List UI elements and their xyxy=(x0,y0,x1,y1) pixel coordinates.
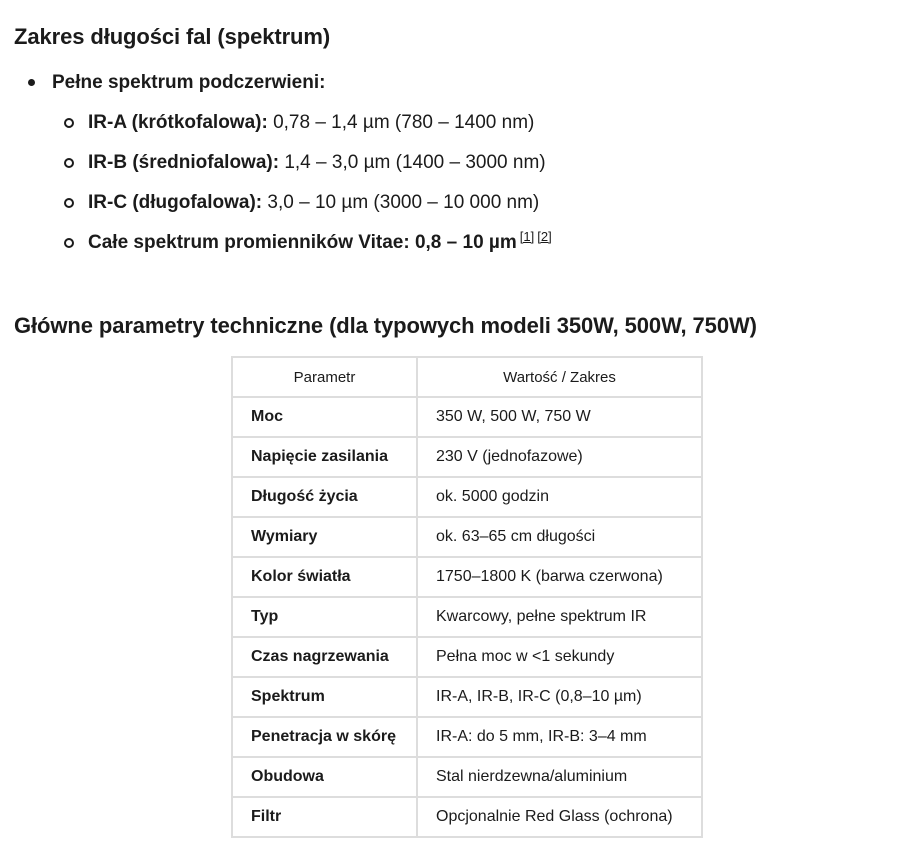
table-row xyxy=(232,597,702,637)
param-value: 1750–1800 K (barwa czerwona) xyxy=(417,557,702,597)
list-item xyxy=(28,70,552,270)
table-row xyxy=(232,677,702,717)
column-header-parameter: Parametr xyxy=(232,357,417,397)
bullet-circle-icon xyxy=(64,198,74,208)
param-value: Opcjonalnie Red Glass (ochrona) xyxy=(417,797,702,837)
full-spectrum-label: Pełne spektrum podczerwieni: xyxy=(52,72,326,93)
param-name: Napięcie zasilania xyxy=(232,437,417,477)
reference-link-2[interactable]: [2] xyxy=(537,228,552,244)
list-item xyxy=(64,230,552,270)
band-value: 0,78 – 1,4 µm (780 – 1400 nm) xyxy=(267,112,535,133)
param-name: Moc xyxy=(232,397,417,437)
table-row xyxy=(232,557,702,597)
band-value: 3,0 – 10 µm (3000 – 10 000 nm) xyxy=(262,192,540,213)
bullet-circle-icon xyxy=(64,158,74,168)
reference-link-1[interactable]: [1] xyxy=(519,228,535,244)
bullet-circle-icon xyxy=(64,238,74,248)
bullet-circle-icon xyxy=(64,118,74,128)
param-value: ok. 5000 godzin xyxy=(417,477,702,517)
band-term: Całe spektrum promienników Vitae: xyxy=(88,232,410,253)
params-table-wrapper xyxy=(231,356,703,838)
param-name: Kolor światła xyxy=(232,557,417,597)
param-value: IR-A, IR-B, IR-C (0,8–10 µm) xyxy=(417,677,702,717)
list-item xyxy=(64,150,552,190)
list-item xyxy=(64,190,552,230)
table-row xyxy=(232,517,702,557)
column-header-value: Wartość / Zakres xyxy=(417,357,702,397)
table-header-row xyxy=(232,357,702,397)
spectrum-heading: Zakres długości fal (spektrum) xyxy=(14,24,331,49)
param-value: Pełna moc w <1 sekundy xyxy=(417,637,702,677)
table-row xyxy=(232,437,702,477)
band-term: IR-A (krótkofalowa): xyxy=(88,112,268,133)
table-row xyxy=(232,717,702,757)
list-item xyxy=(64,110,552,150)
param-name: Długość życia xyxy=(232,477,417,517)
table-row xyxy=(232,757,702,797)
param-name: Penetracja w skórę xyxy=(232,717,417,757)
params-heading: Główne parametry techniczne (dla typowych modeli 350W, 500W, 750W) xyxy=(14,313,757,338)
param-name: Czas nagrzewania xyxy=(232,637,417,677)
param-name: Filtr xyxy=(232,797,417,837)
param-value: 230 V (jednofazowe) xyxy=(417,437,702,477)
param-name: Typ xyxy=(232,597,417,637)
band-value: 1,4 – 3,0 µm (1400 – 3000 nm) xyxy=(279,152,546,173)
param-value: ok. 63–65 cm długości xyxy=(417,517,702,557)
table-row xyxy=(232,637,702,677)
params-table xyxy=(231,356,703,838)
spectrum-sublist xyxy=(64,110,552,270)
param-value: IR-A: do 5 mm, IR-B: 3–4 mm xyxy=(417,717,702,757)
band-value: 0,8 – 10 µm xyxy=(409,232,517,253)
spectrum-list xyxy=(28,70,552,270)
param-name: Wymiary xyxy=(232,517,417,557)
param-name: Spektrum xyxy=(232,677,417,717)
bullet-dot-icon xyxy=(28,79,35,86)
band-term: IR-B (średniofalowa): xyxy=(88,152,280,173)
param-value: Kwarcowy, pełne spektrum IR xyxy=(417,597,702,637)
param-name: Obudowa xyxy=(232,757,417,797)
table-row xyxy=(232,397,702,437)
param-value: 350 W, 500 W, 750 W xyxy=(417,397,702,437)
table-row xyxy=(232,797,702,837)
band-term: IR-C (długofalowa): xyxy=(88,192,263,213)
param-value: Stal nierdzewna/aluminium xyxy=(417,757,702,797)
table-row xyxy=(232,477,702,517)
